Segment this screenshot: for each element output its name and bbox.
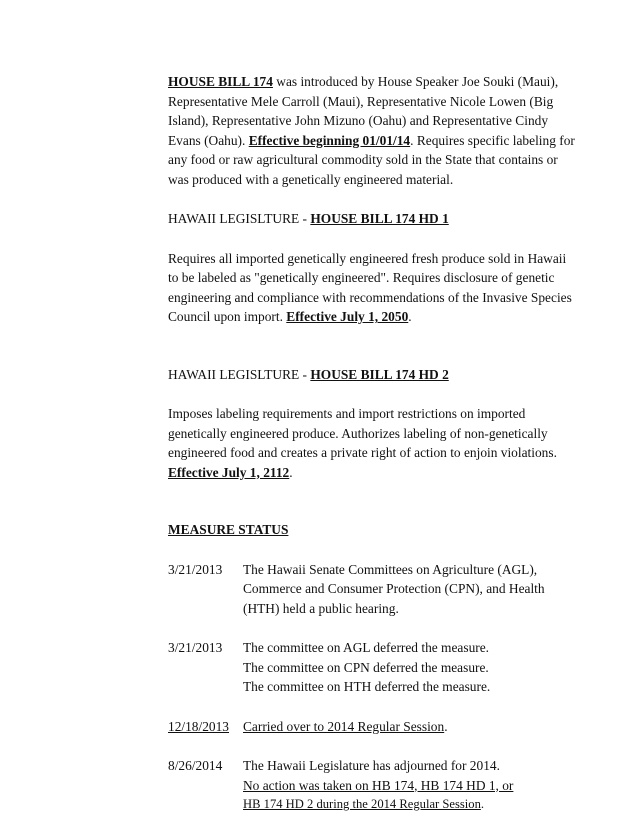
status-text [243,638,578,697]
status-line-underlined: No action was taken on HB 174, HB 174 HD 1, or [243,777,514,793]
status-date: 12/18/2013 [168,718,230,734]
hd1-bill-title: HOUSE BILL 174 HD 1 [310,211,449,226]
status-line: The committee on CPN deferred the measure. [243,659,489,675]
measure-status-heading: MEASURE STATUS [168,522,289,537]
hd2-prefix: HAWAII LEGISLTURE - [168,366,311,382]
hd2-heading [168,365,578,385]
hd2-body [168,404,578,482]
status-date: 3/21/2013 [168,561,223,577]
hd1-body-text: Requires all imported genetically engineered fresh produce sold in Hawaii to be labeled as "genetically engineered". Requires disclosure of genetic engineering and compliance with recommendations of the Invasive Species Council upon import. [168,250,572,324]
status-line: The committee on HTH deferred the measure. [243,679,491,694]
status-date: 3/21/2013 [168,640,223,655]
intro-text: was introduced by House Speaker Joe Souki (Maui), Representative Mele Carroll (Maui), Representative Nicole Lowen (Big Island), Representative John Mizuno (Oahu) and Representative Cindy Evans (Oahu). [168,74,559,148]
intro-paragraph [168,72,578,189]
hd1-body [168,249,578,327]
hd2-effective-date: Effective July 1, 2112 [168,464,290,480]
status-line: Carried over to 2014 Regular Session [243,718,445,734]
status-entry [168,756,578,815]
status-line-small [243,795,578,815]
status-entry [168,638,578,697]
hd2-bill-title: HOUSE BILL 174 HD 2 [310,366,449,382]
intro-text-2: . Requires specific labeling for any food or raw agricultural commodity sold in the State that contains or was produced with a genetically engineered material. [168,132,575,187]
status-line-underlined: HB 174 HD 2 during the 2014 Regular Session [243,797,481,811]
status-text [243,717,578,737]
hd1-end: . [408,309,412,324]
status-end: . [444,718,448,734]
hd1-heading [168,209,578,229]
hd2-end: . [289,464,293,480]
hd1-effective-date: Effective July 1, 2050 [286,309,409,324]
hd2-body-text: Imposes labeling requirements and import restrictions on imported genetically engineered produce. Authorizes labeling of non-genetically engineered food and creates a private right of action to enjoin violations. [168,406,557,460]
status-entry [168,560,578,619]
hd1-prefix: HAWAII LEGISLTURE - [168,211,311,226]
status-text: The Hawaii Senate Committees on Agriculture (AGL), Commerce and Consumer Protection (CPN), and Health (HTH) held a public hearing. [243,561,545,616]
status-date: 8/26/2014 [168,758,223,773]
status-entry [168,717,578,737]
status-text [243,756,578,815]
status-line: The committee on AGL deferred the measure. [243,640,490,655]
status-end: . [480,797,485,811]
status-line: The Hawaii Legislature has adjourned for 2014. [243,758,500,773]
intro-bill-title: HOUSE BILL 174 [168,74,273,89]
intro-effective-date: Effective beginning 01/01/14 [248,132,411,148]
document-page [168,72,578,815]
